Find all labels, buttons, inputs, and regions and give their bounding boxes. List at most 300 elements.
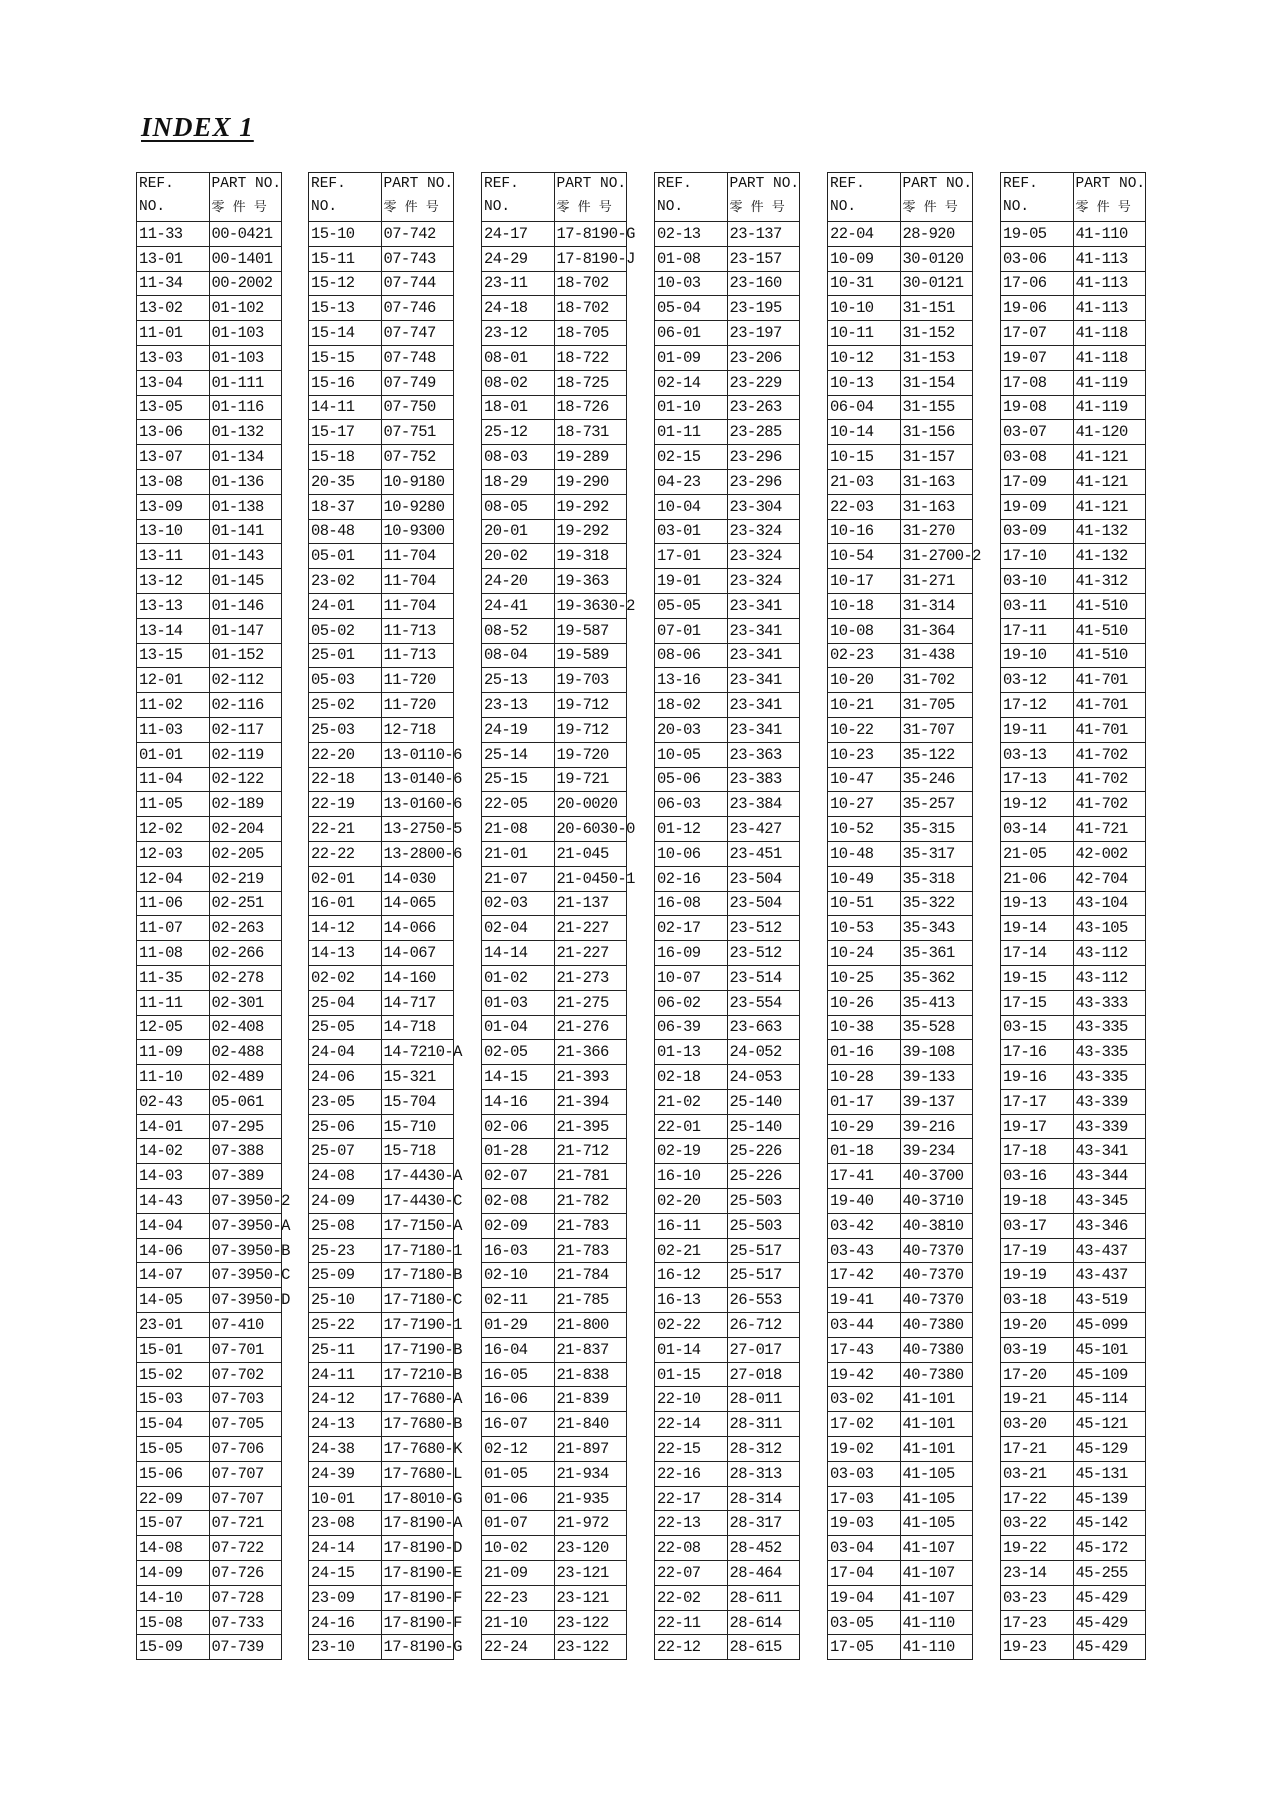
part-no-cell: 39-137 [900,1089,973,1114]
ref-no-cell: 05-01 [309,544,382,569]
part-no-cell: 02-251 [209,891,282,916]
table-row [1001,1015,1146,1040]
table-row [828,445,973,470]
table-row [137,643,282,668]
table-row [482,1387,627,1412]
table-row [309,1536,454,1561]
ref-no-cell: 22-07 [655,1561,728,1586]
table-row [309,618,454,643]
part-no-cell: 02-266 [209,941,282,966]
table-row [655,841,800,866]
table-row [828,1089,973,1114]
part-no-cell: 41-107 [900,1561,973,1586]
ref-no-cell: 13-03 [137,345,210,370]
ref-no-cell: 03-11 [1001,593,1074,618]
ref-no-cell: 24-09 [309,1189,382,1214]
part-no-cell: 23-451 [727,841,800,866]
ref-no-cell: 10-06 [655,841,728,866]
part-no-cell: 39-108 [900,1040,973,1065]
ref-no-cell: 15-15 [309,345,382,370]
table-row [1001,1461,1146,1486]
table-row [482,1536,627,1561]
table-row [828,1139,973,1164]
ref-no-cell: 11-07 [137,916,210,941]
table-row [655,271,800,296]
table-row [655,817,800,842]
ref-no-cell: 14-07 [137,1263,210,1288]
table-row [828,891,973,916]
ref-no-cell: 22-16 [655,1461,728,1486]
part-no-cell: 10-9280 [381,494,454,519]
table-row [482,1337,627,1362]
part-no-cell: 40-7380 [900,1313,973,1338]
ref-no-cell: 12-01 [137,668,210,693]
table-row [655,519,800,544]
table-row [137,1585,282,1610]
ref-no-cell: 15-05 [137,1437,210,1462]
part-no-cell: 41-510 [1073,593,1146,618]
part-no-cell: 31-163 [900,494,973,519]
part-no-cell: 07-389 [209,1164,282,1189]
table-row [137,469,282,494]
table-row [1001,1089,1146,1114]
part-no-cell: 41-110 [900,1610,973,1635]
part-no-cell: 39-234 [900,1139,973,1164]
part-no-cell: 31-2700-2 [900,544,973,569]
table-row [655,1015,800,1040]
table-row [137,1437,282,1462]
table-row [137,345,282,370]
table-row [655,1114,800,1139]
index-table-5 [827,172,981,1660]
table-row [482,569,627,594]
table-row [309,544,454,569]
part-no-cell: 45-099 [1073,1313,1146,1338]
part-no-cell: 23-121 [554,1585,627,1610]
part-no-cell: 07-707 [209,1486,282,1511]
ref-no-cell: 24-16 [309,1610,382,1635]
table-row [828,668,973,693]
part-no-cell: 21-395 [554,1114,627,1139]
part-no-cell: 21-782 [554,1189,627,1214]
table-row [828,569,973,594]
ref-no-cell: 17-06 [1001,271,1074,296]
table-row [137,1114,282,1139]
part-no-cell: 43-341 [1073,1139,1146,1164]
ref-no-cell: 19-40 [828,1189,901,1214]
table-row [309,395,454,420]
part-no-cell: 42-704 [1073,866,1146,891]
table-row [655,321,800,346]
part-no-cell: 07-706 [209,1437,282,1462]
table-row [482,1635,627,1660]
ref-no-cell: 02-23 [828,643,901,668]
ref-no-cell: 14-11 [309,395,382,420]
table-row [137,941,282,966]
part-no-cell: 28-464 [727,1561,800,1586]
part-no-cell: 07-752 [381,445,454,470]
table-row [309,420,454,445]
table-row [655,891,800,916]
ref-no-cell: 19-12 [1001,792,1074,817]
ref-no-cell: 22-03 [828,494,901,519]
ref-no-cell: 15-08 [137,1610,210,1635]
ref-no-cell: 18-29 [482,469,555,494]
table-row [137,1089,282,1114]
part-no-cell: 31-707 [900,717,973,742]
table-row [1001,1387,1146,1412]
table-row [1001,767,1146,792]
part-no-cell: 23-229 [727,370,800,395]
ref-no-cell: 19-03 [828,1511,901,1536]
ref-no-cell: 21-07 [482,866,555,891]
ref-header: REF. NO. [655,173,728,222]
ref-no-cell: 17-20 [1001,1362,1074,1387]
part-no-cell: 17-8190-F [381,1585,454,1610]
ref-no-cell: 25-07 [309,1139,382,1164]
ref-no-cell: 10-18 [828,593,901,618]
table-row [828,767,973,792]
ref-no-cell: 10-47 [828,767,901,792]
ref-no-cell: 02-13 [655,222,728,247]
ref-no-cell: 19-06 [1001,296,1074,321]
part-no-cell: 07-750 [381,395,454,420]
table-row [1001,1362,1146,1387]
ref-no-cell: 17-42 [828,1263,901,1288]
ref-no-cell: 23-14 [1001,1561,1074,1586]
ref-no-cell: 24-11 [309,1362,382,1387]
ref-no-cell: 20-01 [482,519,555,544]
part-no-cell: 41-701 [1073,693,1146,718]
part-no-cell: 23-160 [727,271,800,296]
part-no-cell: 14-7210-A [381,1040,454,1065]
part-no-cell: 31-702 [900,668,973,693]
table-row [482,321,627,346]
table-row [309,469,454,494]
table-row [828,916,973,941]
table-row [482,345,627,370]
ref-no-cell: 02-15 [655,445,728,470]
ref-no-cell: 24-15 [309,1561,382,1586]
ref-no-cell: 19-02 [828,1437,901,1462]
ref-no-cell: 17-17 [1001,1089,1074,1114]
ref-no-cell: 01-14 [655,1337,728,1362]
part-no-cell: 07-744 [381,271,454,296]
table-row [828,420,973,445]
part-no-cell: 43-519 [1073,1288,1146,1313]
table-row [655,1486,800,1511]
ref-no-cell: 11-04 [137,767,210,792]
ref-no-cell: 01-02 [482,965,555,990]
ref-no-cell: 11-05 [137,792,210,817]
table-row [309,1189,454,1214]
part-no-cell: 17-8190-F [381,1610,454,1635]
ref-no-cell: 17-14 [1001,941,1074,966]
part-header: PART NO. 零 件 号 [381,173,454,222]
ref-no-cell: 10-21 [828,693,901,718]
part-no-cell: 23-504 [727,866,800,891]
ref-no-cell: 11-34 [137,271,210,296]
ref-no-cell: 25-09 [309,1263,382,1288]
table-row [309,1089,454,1114]
ref-no-cell: 21-10 [482,1610,555,1635]
table-row [309,321,454,346]
ref-no-cell: 01-06 [482,1486,555,1511]
part-no-cell: 02-278 [209,965,282,990]
table-row [137,1561,282,1586]
table-row [1001,1337,1146,1362]
table-row [309,916,454,941]
part-no-cell: 23-512 [727,916,800,941]
part-header: PART NO. 零 件 号 [554,173,627,222]
part-no-cell: 02-122 [209,767,282,792]
ref-no-cell: 25-04 [309,990,382,1015]
ref-no-cell: 22-11 [655,1610,728,1635]
part-no-cell: 19-3630-2 [554,593,627,618]
table-row [828,693,973,718]
part-no-cell: 31-271 [900,569,973,594]
ref-no-cell: 08-01 [482,345,555,370]
table-row [828,717,973,742]
part-no-cell: 45-131 [1073,1461,1146,1486]
table-row [309,965,454,990]
part-no-cell: 43-333 [1073,990,1146,1015]
ref-no-cell: 15-03 [137,1387,210,1412]
ref-no-cell: 11-03 [137,717,210,742]
part-no-cell: 40-7370 [900,1288,973,1313]
ref-no-cell: 22-13 [655,1511,728,1536]
table-row [1001,420,1146,445]
table-row [137,618,282,643]
part-no-cell: 07-747 [381,321,454,346]
part-no-cell: 27-018 [727,1362,800,1387]
part-no-cell: 41-113 [1073,271,1146,296]
part-no-cell: 17-7190-B [381,1337,454,1362]
ref-no-cell: 01-07 [482,1511,555,1536]
part-no-cell: 31-705 [900,693,973,718]
table-row [482,370,627,395]
ref-no-cell: 25-03 [309,717,382,742]
part-no-cell: 31-155 [900,395,973,420]
ref-no-cell: 13-13 [137,593,210,618]
ref-no-cell: 24-01 [309,593,382,618]
ref-no-cell: 17-09 [1001,469,1074,494]
ref-no-cell: 02-04 [482,916,555,941]
table-row [309,494,454,519]
part-no-cell: 21-783 [554,1213,627,1238]
table-row [828,1337,973,1362]
table-row [828,817,973,842]
part-no-cell: 11-720 [381,668,454,693]
table-row [1001,222,1146,247]
ref-no-cell: 16-06 [482,1387,555,1412]
table-row [482,1238,627,1263]
table-row [655,345,800,370]
ref-no-cell: 22-14 [655,1412,728,1437]
ref-no-cell: 25-12 [482,420,555,445]
table-row [137,1610,282,1635]
table-row [137,1412,282,1437]
ref-no-cell: 10-48 [828,841,901,866]
part-no-cell: 40-3710 [900,1189,973,1214]
ref-no-cell: 12-04 [137,866,210,891]
part-no-cell: 35-315 [900,817,973,842]
part-no-cell: 02-205 [209,841,282,866]
part-no-cell: 21-783 [554,1238,627,1263]
ref-no-cell: 11-10 [137,1065,210,1090]
table-row [309,1610,454,1635]
table-row [828,1213,973,1238]
ref-no-cell: 17-19 [1001,1238,1074,1263]
ref-no-cell: 01-04 [482,1015,555,1040]
table-row [828,742,973,767]
part-no-cell: 25-517 [727,1238,800,1263]
part-no-cell: 45-121 [1073,1412,1146,1437]
ref-no-cell: 01-29 [482,1313,555,1338]
part-no-cell: 19-721 [554,767,627,792]
part-no-cell: 41-105 [900,1461,973,1486]
part-no-cell: 23-206 [727,345,800,370]
part-no-cell: 23-296 [727,469,800,494]
table-row [309,841,454,866]
ref-no-cell: 01-10 [655,395,728,420]
ref-no-cell: 22-21 [309,817,382,842]
table-row [1001,1164,1146,1189]
ref-no-cell: 03-20 [1001,1412,1074,1437]
ref-no-cell: 22-10 [655,1387,728,1412]
table-row [137,891,282,916]
table-row [828,1536,973,1561]
table-row [482,1189,627,1214]
table-row [309,891,454,916]
table-row [655,222,800,247]
table-row [828,469,973,494]
part-no-cell: 28-313 [727,1461,800,1486]
ref-no-cell: 24-18 [482,296,555,321]
table-row [137,1387,282,1412]
part-no-cell: 25-226 [727,1139,800,1164]
ref-no-cell: 10-24 [828,941,901,966]
part-no-cell: 07-703 [209,1387,282,1412]
ref-no-cell: 10-26 [828,990,901,1015]
part-no-cell: 23-121 [554,1561,627,1586]
table-row [137,742,282,767]
table-row [137,494,282,519]
part-no-cell: 30-0121 [900,271,973,296]
ref-no-cell: 17-13 [1001,767,1074,792]
ref-no-cell: 22-19 [309,792,382,817]
table-row [137,1040,282,1065]
table-row [309,817,454,842]
ref-no-cell: 25-05 [309,1015,382,1040]
ref-no-cell: 16-08 [655,891,728,916]
part-no-cell: 23-122 [554,1610,627,1635]
part-no-cell: 02-119 [209,742,282,767]
table-row [828,618,973,643]
part-no-cell: 07-3950-A [209,1213,282,1238]
part-no-cell: 23-324 [727,544,800,569]
table-row [1001,1065,1146,1090]
index-table-4 [654,172,800,1660]
table-row [655,544,800,569]
part-no-cell: 01-132 [209,420,282,445]
table-row [309,1486,454,1511]
table-row [655,1337,800,1362]
part-no-cell: 07-3950-2 [209,1189,282,1214]
ref-no-cell: 01-08 [655,246,728,271]
ref-no-cell: 08-06 [655,643,728,668]
table-row [828,1412,973,1437]
part-no-cell: 41-121 [1073,494,1146,519]
part-no-cell: 43-345 [1073,1189,1146,1214]
table-row [482,544,627,569]
table-row [309,593,454,618]
ref-no-cell: 01-18 [828,1139,901,1164]
part-no-cell: 21-227 [554,916,627,941]
part-no-cell: 40-3810 [900,1213,973,1238]
table-row [828,841,973,866]
table-row [655,1412,800,1437]
table-row [482,296,627,321]
table-row [655,1288,800,1313]
ref-no-cell: 10-15 [828,445,901,470]
page-title: INDEX 1 [141,112,254,142]
part-no-cell: 31-438 [900,643,973,668]
table-row [1001,717,1146,742]
part-no-cell: 21-800 [554,1313,627,1338]
ref-no-cell: 02-20 [655,1189,728,1214]
part-no-cell: 43-346 [1073,1213,1146,1238]
ref-no-cell: 18-02 [655,693,728,718]
part-no-cell: 07-410 [209,1313,282,1338]
ref-no-cell: 10-11 [828,321,901,346]
table-row [655,246,800,271]
part-no-cell: 15-321 [381,1065,454,1090]
part-no-cell: 23-514 [727,965,800,990]
ref-no-cell: 24-20 [482,569,555,594]
part-no-cell: 07-739 [209,1635,282,1660]
table-row [309,1461,454,1486]
ref-no-cell: 10-01 [309,1486,382,1511]
part-no-cell: 42-002 [1073,841,1146,866]
part-no-cell: 01-146 [209,593,282,618]
part-no-cell: 31-314 [900,593,973,618]
ref-no-cell: 21-02 [655,1089,728,1114]
part-no-cell: 23-383 [727,767,800,792]
part-no-cell: 28-614 [727,1610,800,1635]
table-row [655,792,800,817]
part-no-cell: 02-408 [209,1015,282,1040]
ref-no-cell: 15-06 [137,1461,210,1486]
ref-no-cell: 05-03 [309,668,382,693]
part-no-cell: 21-785 [554,1288,627,1313]
table-row [655,1561,800,1586]
ref-no-cell: 20-03 [655,717,728,742]
part-no-cell: 21-839 [554,1387,627,1412]
ref-no-cell: 10-10 [828,296,901,321]
part-no-cell: 21-712 [554,1139,627,1164]
part-no-cell: 25-503 [727,1213,800,1238]
table-row [482,519,627,544]
part-no-cell: 28-920 [900,222,973,247]
part-no-cell: 17-8010-G [381,1486,454,1511]
table-row [309,519,454,544]
ref-no-cell: 08-48 [309,519,382,544]
part-no-cell: 41-120 [1073,420,1146,445]
table-row [655,965,800,990]
table-row [828,1437,973,1462]
table-row [137,817,282,842]
